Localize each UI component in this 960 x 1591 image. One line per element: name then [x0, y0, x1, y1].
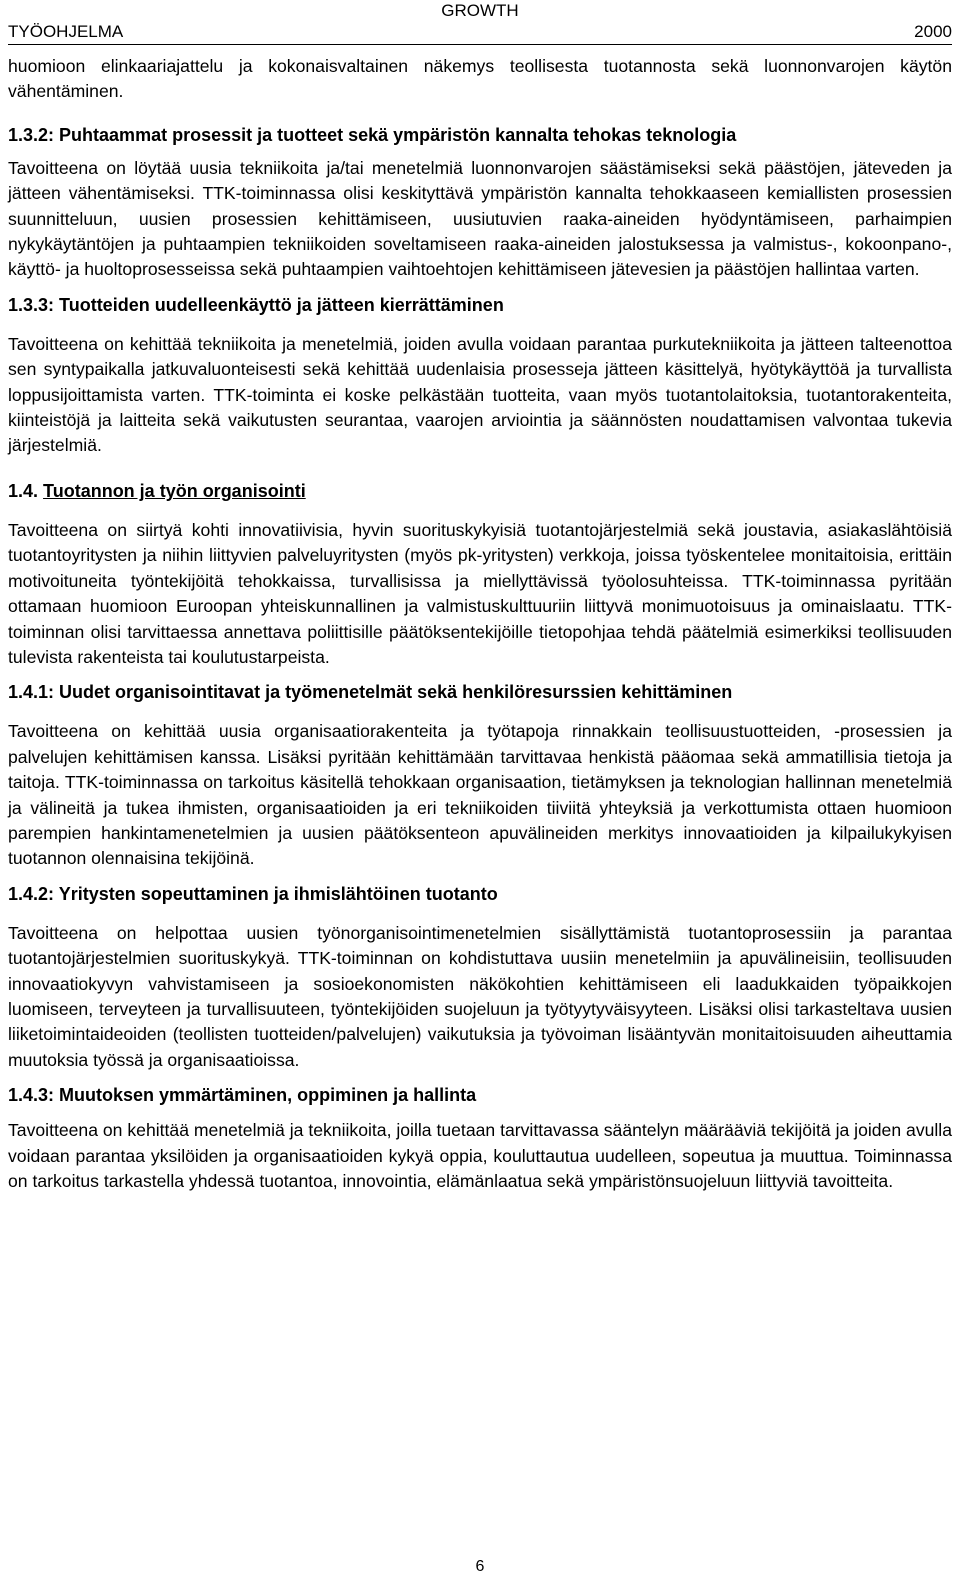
section-heading-1-4-1 [8, 680, 952, 705]
header-center: GROWTH [441, 1, 519, 20]
header-left: TYÖOHJELMA [8, 22, 124, 41]
section-paragraph: Tavoitteena on kehittää uusia organisaatiorakenteita ja työtapoja rinnakkain teollisuustuotteiden, -prosessien ja palvelujen kehittämisen kanssa. Lisäksi pyritään kehittämään tarvittavaa henkistä pääomaa sekä ammatillisia tietoja ja taitoja. TTK-toiminnassa on tarkoitus käsitellä tehokkaan organisaation, tietämyksen ja teknologian hallinnan menetelmiä ja välineitä ja tukea ihmisten, organisaatioiden ja eri tekniikoiden tiiviitä yhteyksiä ja verkottumista ottaen huomioon parempien hankintamenetelmien ja uusien päätöksenteon apuvälineiden merkitys innovaatioiden ja kilpailukykyisen tuotannon olennaisina tekijöinä. [8, 721, 952, 869]
section-paragraph: Tavoitteena on kehittää menetelmiä ja tekniikoita, joilla tuetaan tarvittavassa sääntelyn määrääviä tekijöitä ja joiden avulla voidaan parantaa yksilöiden ja organisaatioiden kykyä oppia, kouluttautua uudelleen, sopeutua ja muuttua. Toiminnassa on tarkoitus tarkastella yhdessä tuotantoa, innovointia, elämänlaatua sekä ympäristönsuojeluun liittyviä tavoitteita. [8, 1120, 952, 1191]
section-title: Muutoksen ymmärtäminen, oppiminen ja hallinta [59, 1085, 477, 1106]
section-paragraph: Tavoitteena on kehittää tekniikoita ja menetelmiä, joiden avulla voidaan parantaa purkutekniikoita ja jätteen talteenottoa sen syntypaikalla jatkuvaluonteisesti sekä kehittää uudenlaisia prosesseja jätteen käsittelyä, hyötykäyttöä ja turvallista loppusijoittamista varten. TTK-toiminta ei koske pelkästään tuotteita, vaan myös tuotantolaitoksia, tuotantorakenteita, kiinteistöjä ja laitteita sekä vaikutusten seurantaa, vaarojen arviointia ja säännösten noudattamisen valvontaa tukevia järjestelmiä. [8, 333, 952, 456]
section-title: Puhtaammat prosessit ja tuotteet sekä ympäristön kannalta tehokas teknologia [59, 124, 737, 145]
section-number: 1.4.2: [8, 883, 55, 904]
section-heading-1-4 [8, 479, 952, 504]
section-heading-1-3-2 [8, 123, 952, 148]
section-paragraph: Tavoitteena on löytää uusia tekniikoita ja/tai menetelmiä luonnonvarojen säästämiseksi sekä päästöjen, jäteveden ja jätteen vähentämiseksi. TTK-toiminnassa olisi keskityttävä ympäristön kannalta tehokkaaseen kemiallisten prosessien suunnitteluun, uusien prosessien kehittämiseen, uusiutuvien raaka-aineiden hyödyntämiseen, parhaimpien nykykäytäntöjen ja puhtaampien tekniikoiden soveltamiseen raaka-aineiden jalostuksessa ja valmistus-, kokoonpano-, käyttö- ja huoltoprosesseissa sekä puhtaampien vaihtoehtojen kehittämiseen jätevesien ja päästöjen hallintaa varten. [8, 157, 952, 280]
intro-paragraph: huomioon elinkaariajattelu ja kokonaisvaltainen näkemys teollisesta tuotannosta sekä luonnonvarojen käytön vähentäminen. [8, 56, 952, 102]
section-number: 1.4.1: [8, 682, 55, 703]
page-header [8, 0, 952, 45]
section-heading-1-4-2 [8, 882, 952, 907]
section-number: 1.4.3: [8, 1085, 55, 1106]
section-number: 1.3.2: [8, 124, 55, 145]
section-heading-1-4-3 [8, 1083, 952, 1108]
section-number: 1.3.3: [8, 294, 55, 315]
section-title: Tuotannon ja työn organisointi [43, 480, 306, 501]
section-paragraph: Tavoitteena on helpottaa uusien työnorganisointimenetelmien sisällyttämistä tuotantoprosessiin ja parantaa tuotantojärjestelmien suorituskykyä. TTK-toiminnan on kohdistuttava uusiin menetelmiin ja apuvälineisiin, teollisuuden innovaatiokyvyn vahvistamiseen ja sosioekonomisten näkökohtien kehittämiseen eli laadukkaiden työpaikkojen luomiseen, terveyteen ja turvallisuuteen, työntekijöiden suojeluun ja työtyytyväisyyteen. Lisäksi olisi tarkasteltava uusien liiketoimintaideoiden (teollisten tuotteiden/palvelujen) vaikutuksia ja työvoiman lisääntyvän monitaitoisuuden aiheuttamia muutoksia työssä ja organisaatioissa. [8, 922, 952, 1070]
section-heading-1-3-3 [8, 293, 952, 318]
header-right: 2000 [914, 22, 952, 41]
document-body [8, 54, 952, 1194]
page-number: 6 [475, 1558, 485, 1575]
section-title: Yritysten sopeuttaminen ja ihmislähtöinen tuotanto [58, 883, 498, 904]
section-title: Uudet organisointitavat ja työmenetelmät sekä henkilöresurssien kehittäminen [59, 682, 733, 703]
section-number: 1.4. [8, 480, 39, 501]
section-paragraph: Tavoitteena on siirtyä kohti innovatiivisia, hyvin suorituskykyisiä tuotantojärjestelmiä sekä joustavia, asiakaslähtöisiä tuotantoyritysten ja niihin liittyvien palveluyritysten (myös pk-yritysten) verkkoja, joissa työskentelee monitaitoisia, erittäin motivoituneita työntekijöitä tehokkaissa, turvallisissa ja miellyttävissä työolosuhteissa. TTK-toiminnassa pyritään ottamaan huomioon Euroopan yhteiskunnallinen ja valmistuskulttuuriin liittyvä monimuotoisuus ja ominaislaatu. TTK-toiminnan olisi tarvittaessa annettava poliittisille päätöksentekijöille tietopohjaa tehdä päätelmiä esimerkiksi teollisuuden tulevista rakenteista tai koulutustarpeista. [8, 519, 952, 667]
section-title: Tuotteiden uudelleenkäyttö ja jätteen kierrättäminen [59, 294, 504, 315]
